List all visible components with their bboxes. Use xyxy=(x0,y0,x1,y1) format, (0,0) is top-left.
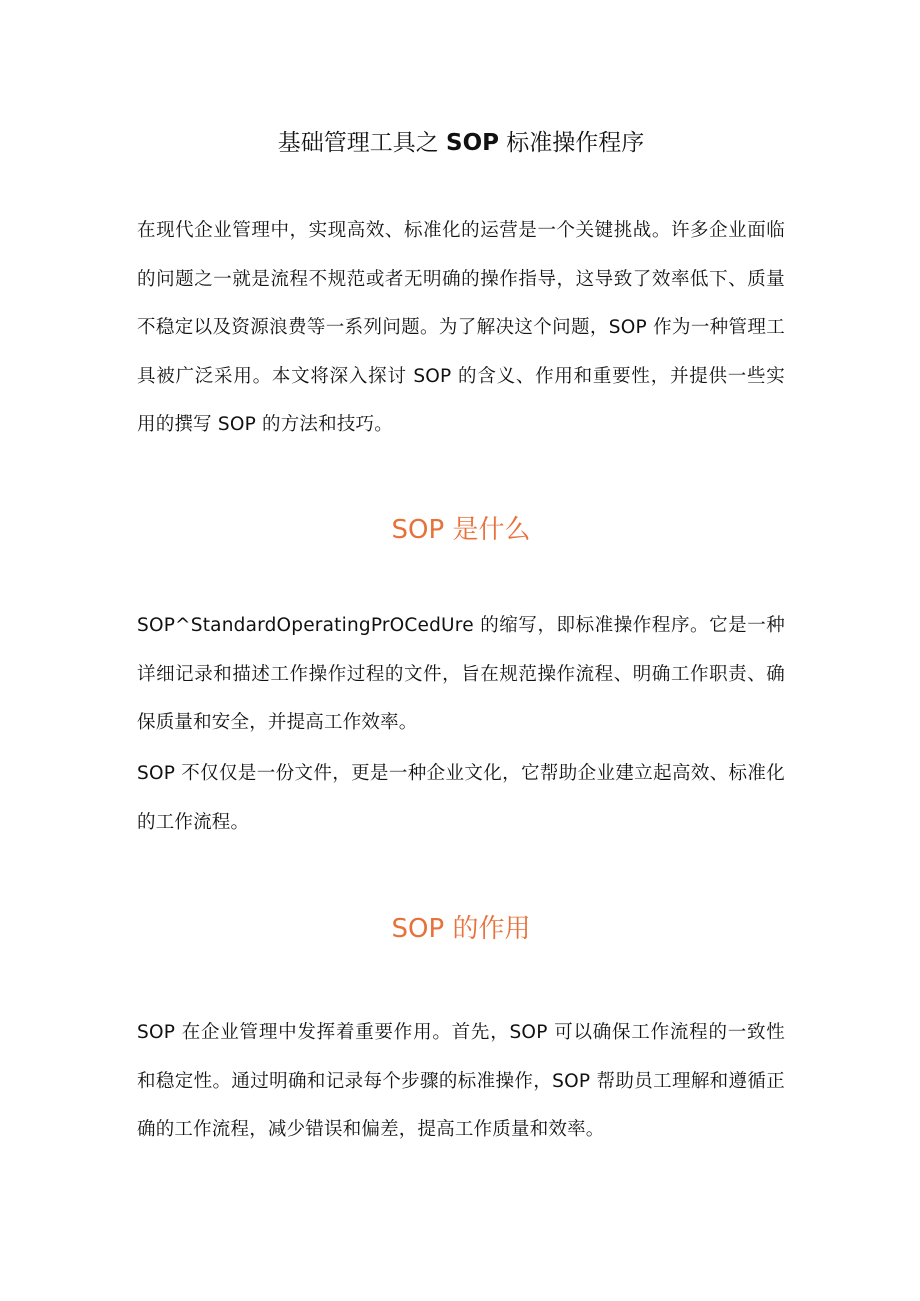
section-heading-what: SOP 是什么 xyxy=(391,515,531,545)
title-bold: SOP xyxy=(446,130,499,156)
section-role-paragraph-1: SOP 在企业管理中发挥着重要作用。首先，SOP 可以确保工作流程的一致性和稳定性。通过明确和记录每个步骤的标准操作，SOP 帮助员工理解和遵循正确的工作流程，减少错误和偏差，提高工作质量和效率。 xyxy=(137,1022,785,1140)
section-heading-role: SOP 的作用 xyxy=(391,914,531,944)
intro-paragraph: 在现代企业管理中，实现高效、标准化的运营是一个关键挑战。许多企业面临的问题之一就是流程不规范或者无明确的操作指导，这导致了效率低下、质量不稳定以及资源浪费等一系列问题。为了解决这个问题，SOP 作为一种管理工具被广泛采用。本文将深入探讨 SOP 的含义、作用和重要性，并提供一些实用的撰写 SOP 的方法和技巧。 xyxy=(137,220,785,435)
document-title xyxy=(137,126,785,160)
section-what-paragraph-1: SOP^StandardOperatingPrOCedUre 的缩写，即标准操作程序。它是一种详细记录和描述工作操作过程的文件，旨在规范操作流程、明确工作职责、确保质量和安全，并提高工作效率。 xyxy=(137,615,785,733)
title-suffix: 标准操作程序 xyxy=(498,130,645,156)
title-prefix: 基础管理工具之 xyxy=(277,130,446,156)
section-what-paragraph-2: SOP 不仅仅是一份文件，更是一种企业文化，它帮助企业建立起高效、标准化的工作流程。 xyxy=(137,763,785,833)
